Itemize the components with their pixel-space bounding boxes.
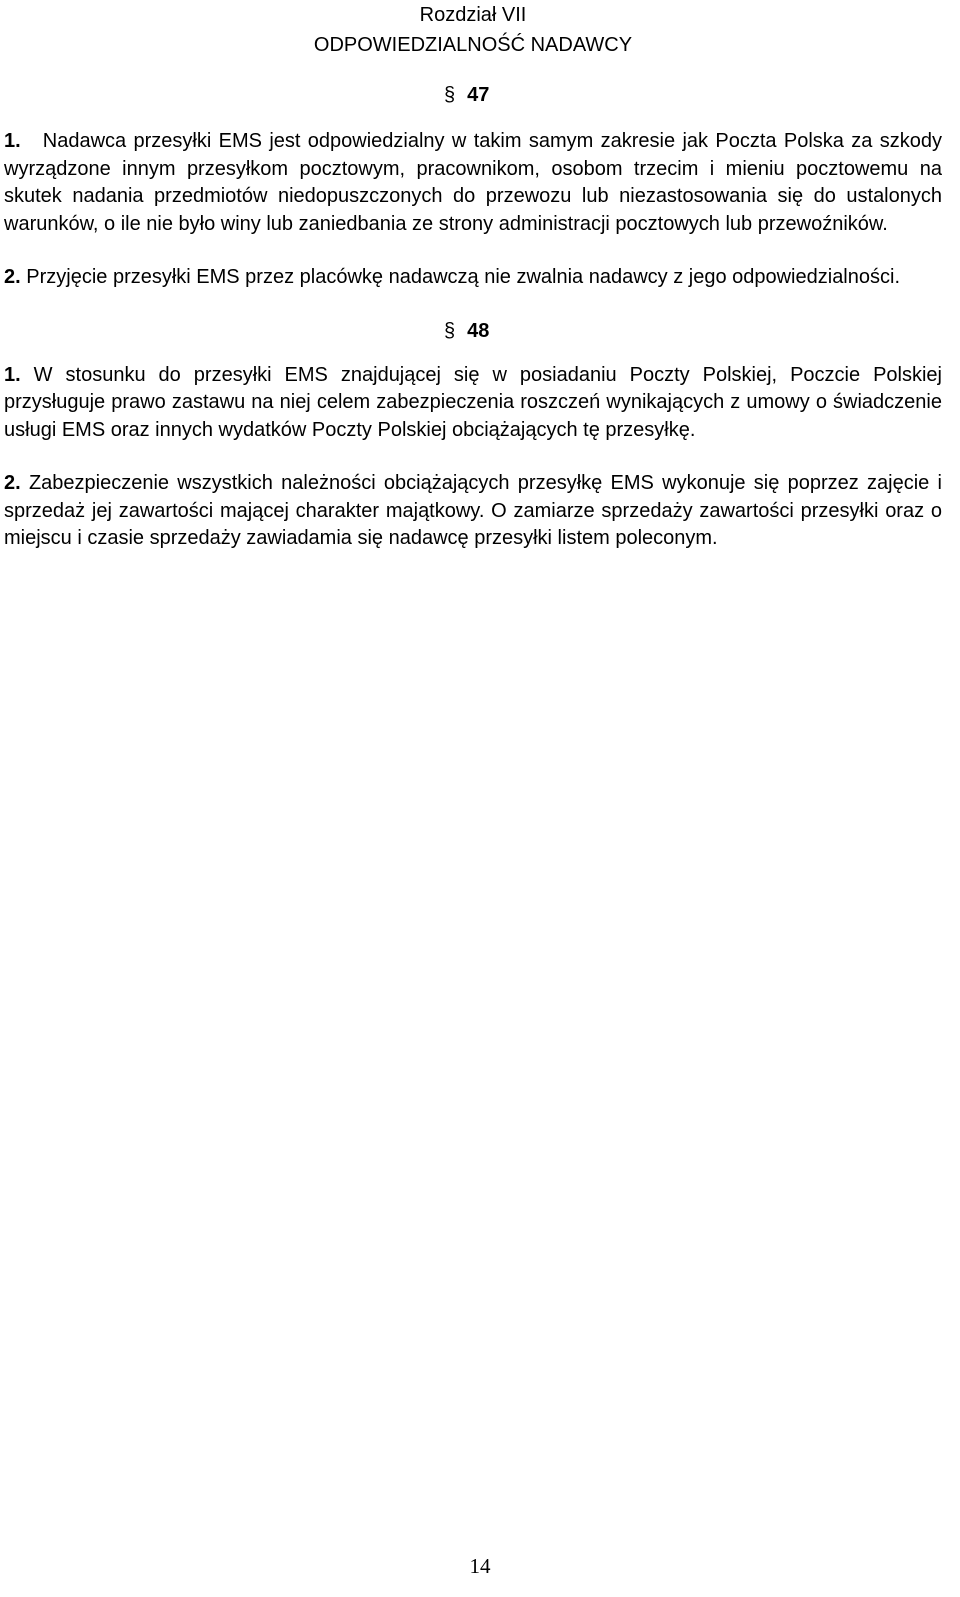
paragraph-text: W stosunku do przesyłki EMS znajdującej się w posiadaniu Poczty Polskiej, Poczcie Polskiej przysługuje prawo zastawu na niej celem zabezpieczenia roszczeń wynikających z umowy o świadczenie usługi EMS oraz innych wydatków Poczty Polskiej obciążających tę przesyłkę. [4, 363, 942, 441]
paragraph-48-1 [4, 362, 942, 445]
paragraph-48-2 [4, 470, 942, 553]
paragraph-47-2 [4, 264, 942, 292]
document-page [4, 0, 942, 553]
chapter-heading [4, 0, 942, 60]
paragraph-text: Przyjęcie przesyłki EMS przez placówkę nadawczą nie zwalnia nadawcy z jego odpowiedzialności. [26, 266, 900, 288]
section-heading-47 [444, 81, 942, 109]
paragraph-number: 1. [4, 130, 21, 152]
section-heading-48 [444, 317, 942, 345]
page-number: 14 [469, 1554, 491, 1578]
section-symbol: § [444, 84, 456, 106]
section-number: 48 [467, 319, 490, 342]
paragraph-number: 2. [4, 266, 21, 288]
paragraph-text: Nadawca przesyłki EMS jest odpowiedzialny w takim samym zakresie jak Poczta Polska za szkody wyrządzone innym przesyłkom pocztowym, pracownikom, osobom trzecim i mieniu pocztowemu na skutek nadania przedmiotów niedopuszczonych do przewozu lub niezastosowania się do ustalonych warunków, o ile nie było winy lub zaniedbania ze strony administracji pocztowych lub przewoźników. [4, 130, 942, 235]
paragraph-47-1 [4, 128, 942, 238]
section-symbol: § [444, 319, 456, 342]
paragraph-text: Zabezpieczenie wszystkich należności obciążających przesyłkę EMS wykonuje się poprzez zajęcie i sprzedaż jej zawartości mającej charakter majątkowy. O zamiarze sprzedaży zawartości przesyłki oraz o miejscu i czasie sprzedaży zawiadamia się nadawcę przesyłki listem poleconym. [4, 472, 942, 549]
section-number: 47 [467, 84, 490, 106]
paragraph-number: 2. [4, 472, 21, 494]
paragraph-number: 1. [4, 363, 21, 386]
chapter-subtitle: ODPOWIEDZIALNOŚĆ NADAWCY [313, 34, 633, 56]
chapter-title: Rozdział VII [419, 4, 527, 26]
